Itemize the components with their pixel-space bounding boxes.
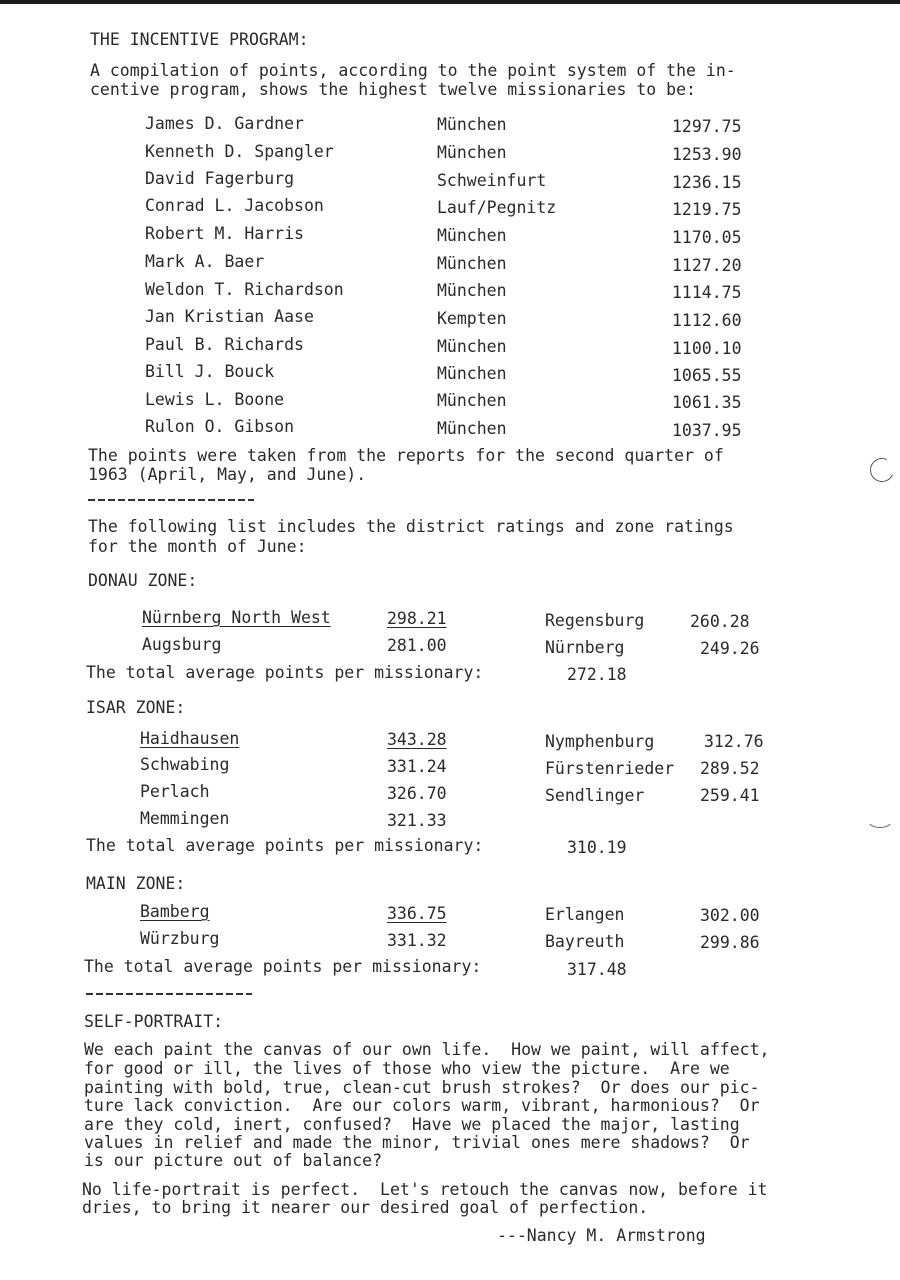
district-value: 289.52 [700,759,760,778]
missionary-points: 1127.20 [672,256,742,275]
district-name: Nymphenburg [545,732,655,751]
district-name: Nürnberg North West [142,608,331,627]
paragraph-line: painting with bold, true, clean-cut brush strokes? Or does our pic- [84,1078,760,1097]
paragraph-line: No life-portrait is perfect. Let's retouch the canvas now, before it [82,1180,768,1199]
paragraph-line: ture lack conviction. Are our colors warm, vibrant, harmonious? Or [84,1096,760,1115]
district-value: 343.28 [387,730,447,749]
missionary-name: Weldon T. Richardson [145,280,344,299]
paragraph-line: is our picture out of balance? [84,1151,383,1170]
missionary-name: Kenneth D. Spangler [145,142,334,161]
missionary-city: München [437,391,507,410]
missionary-city: München [437,226,507,245]
paragraph-line: We each paint the canvas of our own life. How we paint, will affect, [84,1040,770,1059]
missionary-name: Paul B. Richards [145,335,304,354]
district-name: Regensburg [545,611,645,630]
missionary-points: 1297.75 [672,117,742,136]
missionary-city: München [437,115,507,134]
donau-zone-heading: DONAU ZONE: [88,571,198,590]
missionary-points: 1114.75 [672,283,742,302]
district-name: Perlach [140,782,210,801]
missionary-name: Rulon O. Gibson [145,417,295,436]
district-name: Haidhausen [140,729,240,748]
district-name: Sendlinger [545,786,645,805]
missionary-points: 1219.75 [672,200,742,219]
district-name: Würzburg [140,929,220,948]
district-value: 326.70 [387,784,447,803]
incentive-intro-line-2: centive program, shows the highest twelve missionaries to be: [90,80,696,99]
district-name: Erlangen [545,905,625,924]
missionary-name: Jan Kristian Aase [145,307,314,326]
missionary-points: 1253.90 [672,145,742,164]
district-value: 331.24 [387,757,447,776]
incentive-note-line-2: 1963 (April, May, and June). [88,465,367,484]
main-total-label: The total average points per missionary: [84,957,482,976]
district-name: Schwabing [140,755,230,774]
district-value: 302.00 [700,906,760,925]
ratings-intro-line-2: for the month of June: [88,537,307,556]
donau-total-value: 272.18 [567,665,627,684]
missionary-city: München [437,143,507,162]
district-value: 312.76 [704,732,764,751]
district-name: Augsburg [142,635,222,654]
missionary-city: München [437,337,507,356]
missionary-points: 1170.05 [672,228,742,247]
missionary-city: München [437,419,507,438]
isar-total-label: The total average points per missionary: [86,836,484,855]
ratings-intro-line-1: The following list includes the district ratings and zone ratings [88,517,734,536]
district-value: 259.41 [700,786,760,805]
district-value: 249.26 [700,639,760,658]
missionary-city: Schweinfurt [437,171,547,190]
missionary-points: 1061.35 [672,393,742,412]
paragraph-line: are they cold, inert, confused? Have we placed the major, lasting [84,1115,740,1134]
incentive-heading: THE INCENTIVE PROGRAM: [90,30,309,49]
missionary-city: Lauf/Pegnitz [437,198,557,217]
section-divider [88,499,254,501]
incentive-intro-line-1: A compilation of points, according to the point system of the in- [90,61,736,80]
paragraph-line: values in relief and made the minor, trivial ones mere shadows? Or [84,1133,750,1152]
missionary-city: München [437,364,507,383]
isar-zone-heading: ISAR ZONE: [86,698,186,717]
section-divider [86,993,252,995]
district-value: 336.75 [387,904,447,923]
district-value: 331.32 [387,931,447,950]
missionary-name: Mark A. Baer [145,252,265,271]
missionary-points: 1065.55 [672,366,742,385]
missionary-name: Lewis L. Boone [145,390,285,409]
district-name: Fürstenrieder [545,759,675,778]
district-name: Bamberg [140,902,210,921]
missionary-city: München [437,254,507,273]
main-zone-heading: MAIN ZONE: [86,874,186,893]
missionary-name: James D. Gardner [145,114,304,133]
district-value: 321.33 [387,811,447,830]
missionary-name: Robert M. Harris [145,224,304,243]
signature: ---Nancy M. Armstrong [497,1226,706,1245]
paragraph-line: dries, to bring it nearer our desired goal of perfection. [82,1198,649,1217]
district-value: 281.00 [387,636,447,655]
missionary-city: München [437,281,507,300]
district-name: Memmingen [140,809,230,828]
district-value: 298.21 [387,609,447,628]
paragraph-line: for good or ill, the lives of those who view the picture. Are we [84,1059,730,1078]
donau-total-label: The total average points per missionary: [86,663,484,682]
missionary-points: 1100.10 [672,339,742,358]
punch-hole-mark [867,455,898,486]
missionary-city: Kempten [437,309,507,328]
missionary-name: Bill J. Bouck [145,362,275,381]
missionary-points: 1037.95 [672,421,742,440]
missionary-name: David Fagerburg [145,169,295,188]
main-total-value: 317.48 [567,960,627,979]
district-value: 260.28 [690,612,750,631]
missionary-points: 1112.60 [672,311,742,330]
district-value: 299.86 [700,933,760,952]
missionary-name: Conrad L. Jacobson [145,196,324,215]
punch-hole-mark [866,808,894,828]
district-name: Nürnberg [545,638,625,657]
missionary-points: 1236.15 [672,173,742,192]
district-name: Bayreuth [545,932,625,951]
incentive-note-line-1: The points were taken from the reports for the second quarter of [88,446,724,465]
isar-total-value: 310.19 [567,838,627,857]
self-portrait-heading: SELF-PORTRAIT: [84,1012,224,1031]
page-top-edge [0,0,900,4]
